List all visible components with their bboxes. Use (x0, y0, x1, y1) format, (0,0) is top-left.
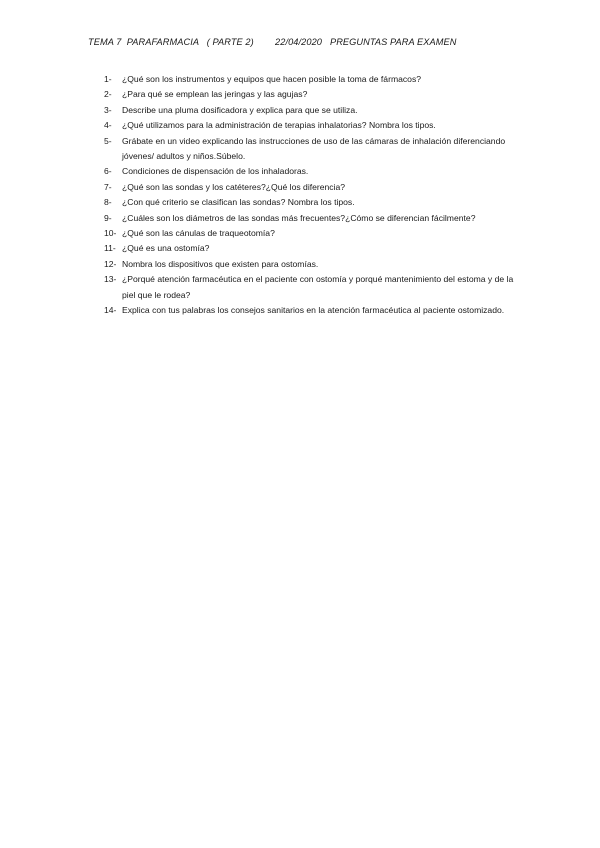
question-number: 9- (104, 212, 112, 223)
question-item (104, 72, 524, 87)
question-text: Condiciones de dispensación de los inhaladoras. (122, 166, 309, 177)
question-item (104, 195, 524, 210)
question-text: Grábate en un video explicando las instrucciones de uso de las cámaras de inhalación diferenciando jóvenes/ adultos y niños.Súbelo. (122, 135, 506, 162)
question-text: Nombra los dispositivos que existen para ostomías. (122, 258, 319, 269)
question-text: ¿Con qué criterio se clasifican las sondas? Nombra los tipos. (122, 197, 355, 208)
question-number: 1- (104, 74, 112, 84)
question-item (104, 164, 524, 179)
question-text: ¿Cuáles son los diámetros de las sondas más frecuentes?¿Cómo se diferencian fácilmente? (122, 212, 476, 223)
question-text: ¿Qué son las cánulas de traqueotomía? (122, 228, 275, 239)
question-item (104, 241, 524, 256)
question-item (104, 303, 524, 318)
question-list (104, 72, 524, 319)
question-text: ¿Qué es una ostomía? (122, 243, 210, 254)
document-header: TEMA 7 PARAFARMACIA ( PARTE 2) 22/04/2020 PREGUNTAS PARA EXAMEN (88, 37, 457, 47)
question-number: 11- (104, 243, 116, 254)
question-number: 3- (104, 104, 112, 115)
question-number: 2- (104, 89, 112, 100)
question-text: ¿Porqué atención farmacéutica en el paciente con ostomía y porqué mantenimiento del estoma y de la piel que le rodea? (122, 274, 514, 300)
question-text: ¿Qué son las sondas y los catéteres?¿Qué los diferencia? (122, 181, 346, 192)
question-item (104, 134, 524, 165)
question-text: ¿Qué son los instrumentos y equipos que hacen posible la toma de fármacos? (122, 74, 422, 84)
question-number: 10- (104, 228, 117, 239)
question-item (104, 272, 524, 303)
question-number: 6- (104, 166, 112, 177)
question-number: 8- (104, 197, 112, 208)
question-item (104, 180, 524, 195)
question-number: 4- (104, 120, 112, 131)
question-item (104, 211, 524, 226)
question-number: 7- (104, 181, 112, 192)
question-text: Describe una pluma dosificadora y explica para que se utiliza. (122, 104, 358, 115)
question-text: ¿Para qué se emplean las jeringas y las agujas? (122, 89, 308, 100)
question-number: 13- (104, 274, 117, 285)
question-item (104, 118, 524, 133)
question-number: 5- (104, 135, 112, 146)
question-number: 12- (104, 258, 117, 269)
question-item (104, 257, 524, 272)
question-text: Explica con tus palabras los consejos sanitarios en la atención farmacéutica al paciente ostomizado. (122, 305, 505, 316)
question-item (104, 87, 524, 102)
question-item (104, 103, 524, 118)
question-text: ¿Qué utilizamos para la administración de terapias inhalatorias? Nombra los tipos. (122, 120, 436, 131)
question-number: 14- (104, 305, 117, 316)
question-item (104, 226, 524, 241)
